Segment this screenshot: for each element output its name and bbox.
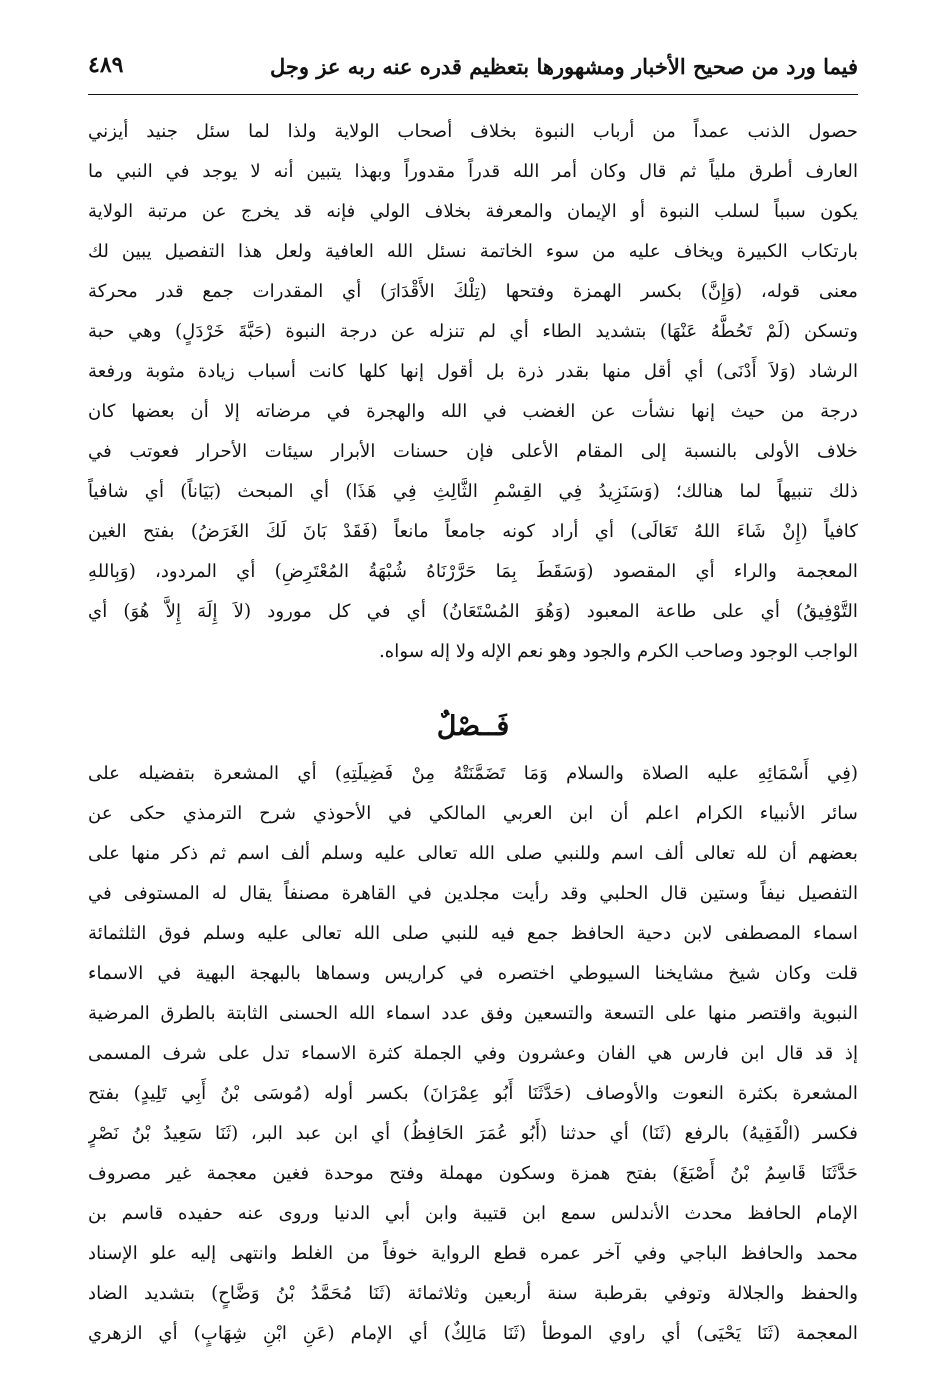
text-line: النبوية واقتصر منها على التسعة والتسعين وفق عدد اسماء الله الحسنى الثابتة بالطرق المرضية bbox=[88, 1003, 858, 1024]
text-line: فكسر (الْفَقِيهُ) بالرفع (ثَنَا) أي حدثنا (أَبُو عُمَرَ الحَافِظُ) أي ابن عبد البر، (ثَنَا سَعِيدُ بْنُ نَصْرٍ bbox=[88, 1123, 858, 1144]
text-line: بعضهم أن لله تعالى ألف اسم وللنبي صلى الله تعالى عليه وسلم ألف اسم ثم ذكر منها على bbox=[88, 843, 858, 864]
text-line: سائر الأنبياء الكرام اعلم أن ابن العربي المالكي في الأحوذي شرح الترمذي حكى عن bbox=[88, 803, 858, 824]
text-line: الواجب الوجود وصاحب الكرم والجود وهو نعم الإله ولا إله سواه. bbox=[378, 641, 858, 662]
text-line: التفصيل نيفاً وستين قال الحلبي وقد رأيت مجلدين في القاهرة مصنفاً يقال له المستوفى في bbox=[88, 883, 858, 904]
text-line: درجة من حيث إنها نشأت عن الغضب في الله والهجرة في مرضاته إلا أن بعضها كان bbox=[88, 401, 858, 422]
text-line: المعجمة والراء أي المقصود (وَسَقَطَ بِمَا حَرَّرْنَاهُ شُبْهَةُ المُعْتَرِضِ) أي المردود، (وَبِاللهِ bbox=[88, 561, 858, 582]
section-title: فَــصْلٌ bbox=[436, 711, 510, 742]
text-line: الإمام الحافظ محدث الأندلس سمع ابن قتيبة وابن أبي الدنيا وروى عنه حفيده قاسم بن bbox=[88, 1203, 858, 1224]
text-line: حصول الذنب عمداً من أرباب النبوة بخلاف أصحاب الولاية ولذا لما سئل جنيد أيزني bbox=[88, 121, 858, 142]
text-line: معنى قوله، (وَإِنَّ) بكسر الهمزة وفتحها (تِلْكَ الأَقْدَارَ) أي المقدرات جمع قدر محركة bbox=[88, 281, 858, 302]
text-line: المشعرة بكثرة النعوت والأوصاف (حَدَّثَنَا أَبُو عِمْرَانَ) بكسر أوله (مُوسَى بْنُ أَبِي تَلِيدٍ) بفتح bbox=[88, 1083, 858, 1104]
text-line: العارف أطرق ملياً ثم قال وكان أمر الله قدراً مقدوراً وبهذا يتبين أنه لا يوجد في النبي ما bbox=[88, 161, 858, 182]
text-line: الرشاد (وَلاَ أَدْنَى) أي أقل منها بقدر ذرة بل أقول إنها كلها كانت أسباب زيادة مثوبة ورفعة bbox=[88, 361, 858, 382]
text-line: محمد والحافظ الباجي وفي آخر عمره قطع الرواية خوفاً من الغلط وانتهى إليه علو الإسناد bbox=[88, 1243, 858, 1264]
text-line: بارتكاب الكبيرة ويخاف عليه من سوء الخاتمة نسئل الله العافية ولعل هذا التفصيل يبين لك bbox=[88, 241, 858, 262]
running-title: فيما ورد من صحيح الأخبار ومشهورها بتعظيم قدره عنه ربه عز وجل bbox=[270, 54, 858, 79]
paragraph-2 bbox=[88, 754, 858, 1354]
text-line: يكون سبباً لسلب النبوة أو الإيمان والمعرفة بخلاف الولي فإنه قد يخرج عن مرتبة الولاية bbox=[88, 201, 858, 222]
text-line: قلت وكان شيخ مشايخنا السيوطي اختصره في كراريس وسماها بالبهجة البهية في الاسماء bbox=[88, 963, 858, 984]
text-line: وتسكن (لَمْ تَحُطَّهُ عَنْهَا) بتشديد الطاء أي لم تنزله عن درجة النبوة (حَبَّةَ خَرْدَلٍ) وهي حبة bbox=[88, 321, 858, 342]
paragraph-1 bbox=[88, 112, 858, 672]
text-line: خلاف الأولى بالنسبة إلى المقام الأعلى فإن حسنات الأبرار سيئات الأحرار فعوتب في bbox=[88, 441, 858, 462]
text-line: التَّوْفِيقُ) أي على طاعة المعبود (وَهُوَ المُسْتَعَانُ) أي في كل مورود (لاَ إِلَهَ إِلاَّ هُوَ) أي bbox=[88, 601, 858, 622]
text-line: (فِي أَسْمَائِهِ عليه الصلاة والسلام وَمَا تَضَمَّنَتْهُ مِنْ فَضِيلَتِهِ) أي المشعرة بتفضيله على bbox=[88, 763, 858, 784]
text-line: ذلك تنبيهاً لما هنالك؛ (وَسَنَزِيدُ فِي القِسْمِ الثَّالِثِ فِي هَذَا) أي المبحث (بَيَاناً) أي شافياً bbox=[88, 481, 858, 502]
text-line: اسماء المصطفى لابن دحية الحافظ جمع فيه للنبي صلى الله تعالى عليه وسلم فوق الثلثمائة bbox=[88, 923, 858, 944]
text-line: إذ قد قال ابن فارس هي الفان وعشرون وفي الجملة كثرة الاسماء تدل على شرف المسمى bbox=[88, 1043, 858, 1064]
text-line: والحفظ والجلالة وتوفي بقرطبة سنة أربعين وثلاثمائة (ثَنَا مُحَمَّدُ بْنُ وَضَّاحٍ) بتشديد الضاد bbox=[88, 1283, 858, 1304]
page-number: ٤٨٩ bbox=[88, 52, 124, 78]
text-line: حَدَّثَنَا قَاسِمُ بْنُ أَصْبَغَ) بفتح همزة وسكون مهملة وفتح موحدة فغين معجمة غير مصروف bbox=[88, 1163, 858, 1184]
text-line: كافياً (إِنْ شَاءَ اللهُ تَعَالَى) أي أراد كونه جامعاً مانعاً (فَقَدْ بَانَ لَكَ الغَرَضُ) بفتح الغين bbox=[88, 521, 858, 542]
page-body bbox=[88, 112, 858, 1354]
page-header bbox=[88, 40, 858, 86]
header-rule bbox=[88, 94, 858, 95]
text-line: المعجمة (ثَنَا يَحْيَى) أي راوي الموطأ (ثَنَا مَالِكٌ) أي الإمام (عَنِ ابْنِ شِهَابٍ) أي الزهري bbox=[88, 1323, 858, 1344]
